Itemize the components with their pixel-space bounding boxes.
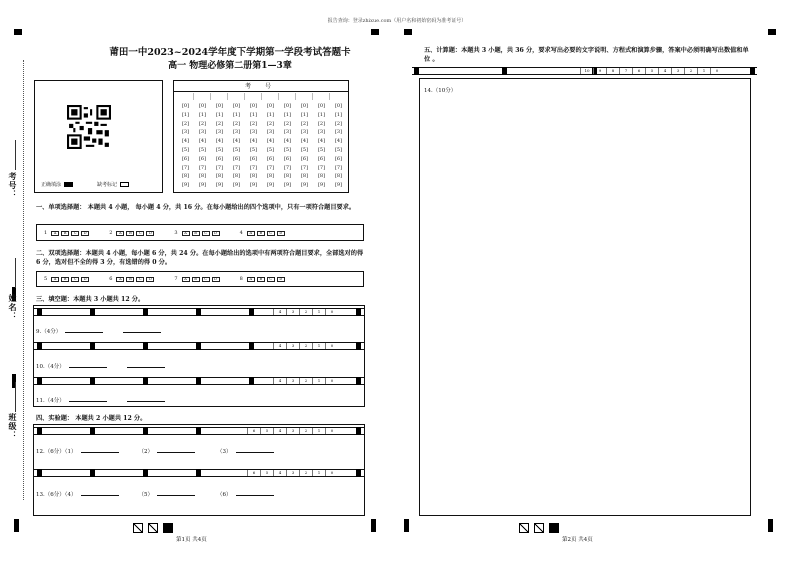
label-banji: 班级：	[8, 413, 18, 440]
option-a-bubble[interactable]: A	[116, 277, 124, 282]
q13-label	[36, 490, 274, 498]
score-bar-q13	[33, 469, 365, 477]
id-digit-bubble[interactable]: [2]	[232, 120, 241, 127]
q9-blank-2[interactable]	[123, 328, 161, 333]
section1-title: 一、单项选择题： 本题共 4 小题， 每小题 4 分，共 16 分。在每小题给出的四个选项中，只有一项符合题目要求。	[36, 204, 356, 211]
id-digit-bubble[interactable]: [4]	[334, 138, 343, 145]
id-digit-bubble[interactable]: [5]	[181, 146, 190, 153]
section5-answer-box[interactable]	[419, 78, 751, 516]
corner-mark-tl	[14, 29, 22, 35]
barcode-mark-icon	[534, 523, 544, 533]
q10-blank-2[interactable]	[127, 363, 165, 368]
score-cell[interactable]: 4	[658, 68, 671, 74]
q12-blank-3[interactable]	[236, 448, 274, 453]
id-digit-bubble[interactable]: [9]	[266, 182, 275, 189]
id-digit-bubble[interactable]: [9]	[283, 182, 292, 189]
id-digit-bubble[interactable]: [5]	[249, 146, 258, 153]
q11-blank-2[interactable]	[127, 397, 165, 402]
id-digit-bubble[interactable]: [3]	[317, 129, 326, 136]
id-digit-bubble[interactable]: [3]	[300, 129, 309, 136]
id-digit-bubble[interactable]: [8]	[181, 173, 190, 180]
id-digit-bubble[interactable]: [8]	[334, 173, 343, 180]
option-a-bubble[interactable]: A	[116, 231, 124, 236]
barcode-mark-icon	[133, 523, 143, 533]
id-digit-bubble[interactable]: [2]	[317, 120, 326, 127]
option-c-bubble[interactable]: C	[136, 277, 144, 282]
score-cell[interactable]: 0	[325, 470, 338, 476]
id-digit-bubble[interactable]: [1]	[334, 111, 343, 118]
score-cell[interactable]: 1	[312, 343, 325, 349]
option-a-bubble[interactable]: A	[247, 231, 255, 236]
id-digit-bubble[interactable]: [9]	[249, 182, 258, 189]
id-digit-bubble[interactable]: [4]	[283, 138, 292, 145]
score-cell[interactable]: 1	[312, 470, 325, 476]
id-digit-bubble[interactable]: [7]	[215, 164, 224, 171]
q10-text: 10.（4分）	[36, 364, 65, 370]
score-cell[interactable]: 5	[260, 428, 273, 434]
id-digit-bubble[interactable]: [9]	[232, 182, 241, 189]
id-digit-bubble[interactable]: [0]	[249, 103, 258, 109]
id-digit-bubble[interactable]: [1]	[283, 111, 292, 118]
xingming-line	[15, 258, 16, 288]
id-digit-bubble[interactable]: [9]	[317, 182, 326, 189]
corner-mark-bm1	[371, 519, 376, 532]
id-digit-bubble[interactable]: [6]	[266, 155, 275, 162]
option-a-bubble[interactable]: A	[51, 277, 59, 282]
legend-missing	[97, 181, 129, 188]
id-digit-bubble[interactable]: [6]	[232, 155, 241, 162]
score-cell[interactable]: 0	[325, 309, 338, 315]
section2-title: 二、双项选择题：本题共 4 小题，每小题 6 分，共 24 分。在每小题给出的选项中有两项符合题目要求，全部选对的得 6 分，选对但不全的得 3 分，有选错的得 0 分。	[36, 250, 364, 266]
q13-blank-2[interactable]	[157, 491, 195, 496]
id-digit-bubble[interactable]: [3]	[283, 129, 292, 136]
legend-correct-label: 正确填涂	[41, 182, 62, 188]
corner-mark-tm1	[371, 29, 379, 35]
question-4-options	[240, 230, 287, 236]
option-b-bubble[interactable]: B	[61, 277, 69, 282]
option-d-bubble[interactable]: D	[212, 231, 220, 236]
banji-line	[15, 382, 16, 412]
page-number-1: 第1页 共4页	[176, 537, 207, 543]
id-digit-bubble[interactable]: [7]	[283, 164, 292, 171]
exam-id-box	[173, 80, 349, 193]
score-cell[interactable]: 4	[273, 470, 286, 476]
id-digit-bubble[interactable]: [6]	[283, 155, 292, 162]
id-digit-bubble[interactable]: [3]	[266, 129, 275, 136]
score-cell[interactable]: 4	[273, 309, 286, 315]
question-1-options	[44, 230, 91, 236]
question-number: 5	[44, 276, 48, 282]
id-digit-bubble[interactable]: [3]	[249, 129, 258, 136]
id-digit-bubble[interactable]: [5]	[266, 146, 275, 153]
id-digit-bubble[interactable]: [1]	[198, 111, 207, 118]
section1-options	[44, 230, 305, 236]
exam-id-header: 考 号	[174, 81, 348, 92]
option-c-bubble[interactable]: C	[136, 231, 144, 236]
question-3-options	[174, 230, 221, 236]
id-digit-bubble[interactable]: [7]	[181, 164, 190, 171]
score-cell[interactable]: 3	[286, 343, 299, 349]
id-digit-bubble[interactable]: [4]	[249, 138, 258, 145]
score-cell[interactable]: 3	[286, 470, 299, 476]
exam-id-bubbles[interactable]	[177, 102, 347, 190]
score-cell[interactable]: 2	[684, 68, 697, 74]
id-digit-bubble[interactable]: [0]	[181, 103, 190, 109]
q12-blank-1[interactable]	[81, 448, 119, 453]
id-digit-bubble[interactable]: [6]	[215, 155, 224, 162]
option-a-bubble[interactable]: A	[182, 231, 190, 236]
section5-title: 五、计算题：本题共 3 小题，共 36 分，要求写出必要的文字说明、方程式和演算步骤，答案中必须明确写出数值和单位 。	[424, 47, 749, 63]
corner-mark-bl	[14, 519, 19, 532]
barcode-mark-icon	[519, 523, 529, 533]
id-digit-bubble[interactable]: [6]	[249, 155, 258, 162]
id-digit-bubble[interactable]: [2]	[334, 120, 343, 127]
binding-line	[23, 60, 24, 500]
option-c-bubble[interactable]: C	[267, 231, 275, 236]
id-digit-bubble[interactable]: [1]	[232, 111, 241, 118]
option-d-bubble[interactable]: D	[277, 277, 285, 282]
option-b-bubble[interactable]: B	[192, 231, 200, 236]
id-digit-bubble[interactable]: [0]	[266, 103, 275, 109]
option-d-bubble[interactable]: D	[277, 231, 285, 236]
score-cell[interactable]: 2	[299, 378, 312, 384]
id-digit-bubble[interactable]: [8]	[300, 173, 309, 180]
q12-blank-2[interactable]	[157, 448, 195, 453]
id-digit-bubble[interactable]: [8]	[283, 173, 292, 180]
question-number: 7	[174, 276, 178, 282]
id-digit-bubble[interactable]: [6]	[300, 155, 309, 162]
q10-label	[36, 362, 165, 370]
q13-blank-1[interactable]	[81, 491, 119, 496]
score-bar-q9	[33, 308, 365, 316]
id-digit-bubble[interactable]: [5]	[232, 146, 241, 153]
absent-box-icon[interactable]	[120, 182, 129, 187]
score-cell[interactable]: 8	[606, 68, 619, 74]
option-a-bubble[interactable]: A	[247, 277, 255, 282]
corner-mark-tr	[768, 29, 776, 35]
id-digit-bubble[interactable]: [4]	[266, 138, 275, 145]
score-cell[interactable]: 4	[273, 343, 286, 349]
q11-label	[36, 396, 165, 404]
score-bar-q10	[33, 342, 365, 350]
id-digit-bubble[interactable]: [6]	[334, 155, 343, 162]
id-digit-bubble[interactable]: [8]	[317, 173, 326, 180]
score-cell[interactable]: 4	[273, 428, 286, 434]
id-digit-bubble[interactable]: [8]	[198, 173, 207, 180]
q11-text: 11.（4分）	[36, 398, 65, 404]
score-cell[interactable]: 0	[710, 68, 723, 74]
option-a-bubble[interactable]: A	[182, 277, 190, 282]
id-digit-bubble[interactable]: [0]	[317, 103, 326, 109]
q13-text: 13.（6分）（4）	[36, 492, 77, 498]
id-digit-bubble[interactable]: [5]	[334, 146, 343, 153]
option-c-bubble[interactable]: C	[202, 231, 210, 236]
question-number: 6	[109, 276, 113, 282]
id-digit-bubble[interactable]: [5]	[215, 146, 224, 153]
id-digit-bubble[interactable]: [2]	[215, 120, 224, 127]
option-d-bubble[interactable]: D	[81, 231, 89, 236]
option-b-bubble[interactable]: B	[61, 231, 69, 236]
q12-label	[36, 447, 274, 455]
id-digit-bubble[interactable]: [4]	[300, 138, 309, 145]
score-cell[interactable]: 0	[325, 428, 338, 434]
score-bar-q12	[33, 427, 365, 435]
sheet-title: 莆田一中2023~2024学年度下学期第一学段考试答题卡	[109, 47, 351, 58]
qr-code-icon	[67, 105, 111, 149]
question-5-options	[44, 276, 91, 282]
id-digit-bubble[interactable]: [7]	[334, 164, 343, 171]
id-digit-bubble[interactable]: [1]	[215, 111, 224, 118]
score-cell[interactable]: 5	[260, 470, 273, 476]
option-c-bubble[interactable]: C	[202, 277, 210, 282]
id-digit-bubble[interactable]: [9]	[181, 182, 190, 189]
id-digit-bubble[interactable]: [0]	[215, 103, 224, 109]
score-bar-q14	[412, 67, 757, 75]
section4-title: 四、实验题： 本题共 2 小题共 12 分。	[36, 415, 147, 422]
score-cell[interactable]: 6	[247, 428, 260, 434]
score-cell[interactable]: 3	[671, 68, 684, 74]
id-digit-bubble[interactable]: [4]	[198, 138, 207, 145]
id-digit-bubble[interactable]: [9]	[300, 182, 309, 189]
id-digit-bubble[interactable]: [1]	[300, 111, 309, 118]
id-digit-bubble[interactable]: [7]	[317, 164, 326, 171]
corner-mark-bm2	[404, 519, 409, 532]
filled-box-icon	[64, 182, 73, 187]
id-digit-bubble[interactable]: [5]	[198, 146, 207, 153]
score-cell[interactable]: 3	[286, 309, 299, 315]
section3-title: 三、填空题：本题共 3 小题共 12 分。	[36, 296, 145, 303]
option-b-bubble[interactable]: B	[126, 231, 134, 236]
score-cell[interactable]: 5	[645, 68, 658, 74]
score-cell[interactable]: 1	[697, 68, 710, 74]
question-7-options	[174, 276, 221, 282]
option-d-bubble[interactable]: D	[81, 277, 89, 282]
q13-text-2: （5）	[138, 492, 153, 498]
q12-text-2: （2）	[138, 449, 153, 455]
barcode-mark-icon	[148, 523, 158, 533]
id-digit-bubble[interactable]: [8]	[215, 173, 224, 180]
id-digit-bubble[interactable]: [1]	[181, 111, 190, 118]
score-cell[interactable]: 1	[312, 309, 325, 315]
score-cell[interactable]: 1	[312, 428, 325, 434]
q9-label	[36, 327, 161, 335]
id-digit-bubble[interactable]: [7]	[266, 164, 275, 171]
score-cell[interactable]: 2	[299, 343, 312, 349]
option-b-bubble[interactable]: B	[257, 231, 265, 236]
id-digit-bubble[interactable]: [8]	[266, 173, 275, 180]
id-digit-bubble[interactable]: [1]	[317, 111, 326, 118]
id-digit-bubble[interactable]: [4]	[317, 138, 326, 145]
q13-text-3: （6）	[217, 492, 232, 498]
id-digit-bubble[interactable]: [0]	[198, 103, 207, 109]
id-digit-bubble[interactable]: [0]	[232, 103, 241, 109]
id-digit-bubble[interactable]: [0]	[334, 103, 343, 109]
id-digit-bubble[interactable]: [7]	[300, 164, 309, 171]
id-digit-bubble[interactable]: [6]	[198, 155, 207, 162]
id-digit-bubble[interactable]: [8]	[232, 173, 241, 180]
score-cell[interactable]: 2	[299, 470, 312, 476]
id-digit-bubble[interactable]: [8]	[249, 173, 258, 180]
option-d-bubble[interactable]: D	[146, 231, 154, 236]
id-digit-bubble[interactable]: [7]	[232, 164, 241, 171]
id-digit-bubble[interactable]: [9]	[215, 182, 224, 189]
id-digit-bubble[interactable]: [2]	[266, 120, 275, 127]
sheet-subtitle: 高一 物理必修第二册第1—3章	[168, 61, 292, 71]
id-digit-bubble[interactable]: [9]	[334, 182, 343, 189]
question-number: 4	[239, 230, 243, 236]
page-number-2: 第2页 共4页	[562, 537, 593, 543]
score-cell[interactable]: 4	[273, 378, 286, 384]
id-digit-bubble[interactable]: [3]	[215, 129, 224, 136]
score-cell[interactable]: 9	[593, 68, 606, 74]
id-digit-bubble[interactable]: [1]	[249, 111, 258, 118]
score-cell[interactable]: 7	[619, 68, 632, 74]
id-digit-bubble[interactable]: [3]	[334, 129, 343, 136]
id-digit-bubble[interactable]: [2]	[283, 120, 292, 127]
section2-options	[44, 276, 305, 282]
id-digit-bubble[interactable]: [6]	[181, 155, 190, 162]
score-cell[interactable]: 3	[286, 428, 299, 434]
score-cell[interactable]: 0	[325, 343, 338, 349]
section3-box	[33, 305, 365, 407]
id-digit-bubble[interactable]: [4]	[181, 138, 190, 145]
label-xingming: 姓名：	[8, 294, 18, 321]
score-cell[interactable]: 1	[312, 378, 325, 384]
option-a-bubble[interactable]: A	[51, 231, 59, 236]
header-note: 报告查询：登录zhixue.com（用户名和初始密码为准考证号）	[327, 18, 467, 24]
question-number: 1	[44, 230, 48, 236]
option-b-bubble[interactable]: B	[192, 277, 200, 282]
id-digit-bubble[interactable]: [7]	[249, 164, 258, 171]
score-cell[interactable]: 2	[299, 309, 312, 315]
score-cell[interactable]: 3	[286, 378, 299, 384]
id-digit-bubble[interactable]: [1]	[266, 111, 275, 118]
id-digit-bubble[interactable]: [4]	[232, 138, 241, 145]
score-cell[interactable]: 6	[247, 470, 260, 476]
score-cell[interactable]: 0	[325, 378, 338, 384]
question-number: 2	[109, 230, 113, 236]
option-d-bubble[interactable]: D	[146, 277, 154, 282]
question-number: 3	[174, 230, 178, 236]
option-b-bubble[interactable]: B	[126, 277, 134, 282]
legend-missing-label: 缺考标记	[97, 182, 118, 188]
question-8-options	[240, 276, 287, 282]
id-digit-bubble[interactable]: [0]	[283, 103, 292, 109]
option-d-bubble[interactable]: D	[212, 277, 220, 282]
q11-blank-1[interactable]	[69, 397, 107, 402]
id-digit-bubble[interactable]: [7]	[198, 164, 207, 171]
id-digit-bubble[interactable]: [9]	[198, 182, 207, 189]
id-digit-bubble[interactable]: [5]	[317, 146, 326, 153]
q14-label: 14.（10分）	[424, 88, 457, 94]
corner-mark-tm2	[404, 29, 412, 35]
id-digit-bubble[interactable]: [5]	[300, 146, 309, 153]
id-digit-bubble[interactable]: [6]	[317, 155, 326, 162]
q12-text: 12.（6分）（1）	[36, 449, 77, 455]
corner-mark-br	[768, 519, 773, 532]
legend-correct	[41, 181, 73, 188]
id-digit-bubble[interactable]: [3]	[232, 129, 241, 136]
score-cell[interactable]: 10	[580, 68, 593, 74]
option-b-bubble[interactable]: B	[257, 277, 265, 282]
id-digit-bubble[interactable]: [3]	[198, 129, 207, 136]
id-digit-bubble[interactable]: [2]	[181, 120, 190, 127]
id-digit-bubble[interactable]: [5]	[283, 146, 292, 153]
option-c-bubble[interactable]: C	[71, 231, 79, 236]
label-kaohao: 考号：	[8, 172, 18, 199]
q13-blank-3[interactable]	[236, 491, 274, 496]
score-cell[interactable]: 6	[632, 68, 645, 74]
q9-text: 9.（4分）	[36, 329, 62, 335]
kaohao-line	[15, 140, 16, 170]
barcode-block	[549, 523, 559, 533]
question-6-options	[109, 276, 156, 282]
q10-blank-1[interactable]	[69, 363, 107, 368]
question-number: 8	[239, 276, 243, 282]
question-2-options	[109, 230, 156, 236]
option-c-bubble[interactable]: C	[267, 277, 275, 282]
id-digit-bubble[interactable]: [2]	[198, 120, 207, 127]
score-cell[interactable]: 2	[299, 428, 312, 434]
q9-blank-1[interactable]	[65, 328, 103, 333]
id-digit-bubble[interactable]: [2]	[249, 120, 258, 127]
exam-id-write-row	[177, 93, 347, 100]
id-digit-bubble[interactable]: [3]	[181, 129, 190, 136]
option-c-bubble[interactable]: C	[71, 277, 79, 282]
id-digit-bubble[interactable]: [2]	[300, 120, 309, 127]
score-bar-q11	[33, 377, 365, 385]
id-digit-bubble[interactable]: [4]	[215, 138, 224, 145]
barcode-block	[163, 523, 173, 533]
id-digit-bubble[interactable]: [0]	[300, 103, 309, 109]
qr-box	[34, 80, 163, 193]
q12-text-3: （3）	[217, 449, 232, 455]
